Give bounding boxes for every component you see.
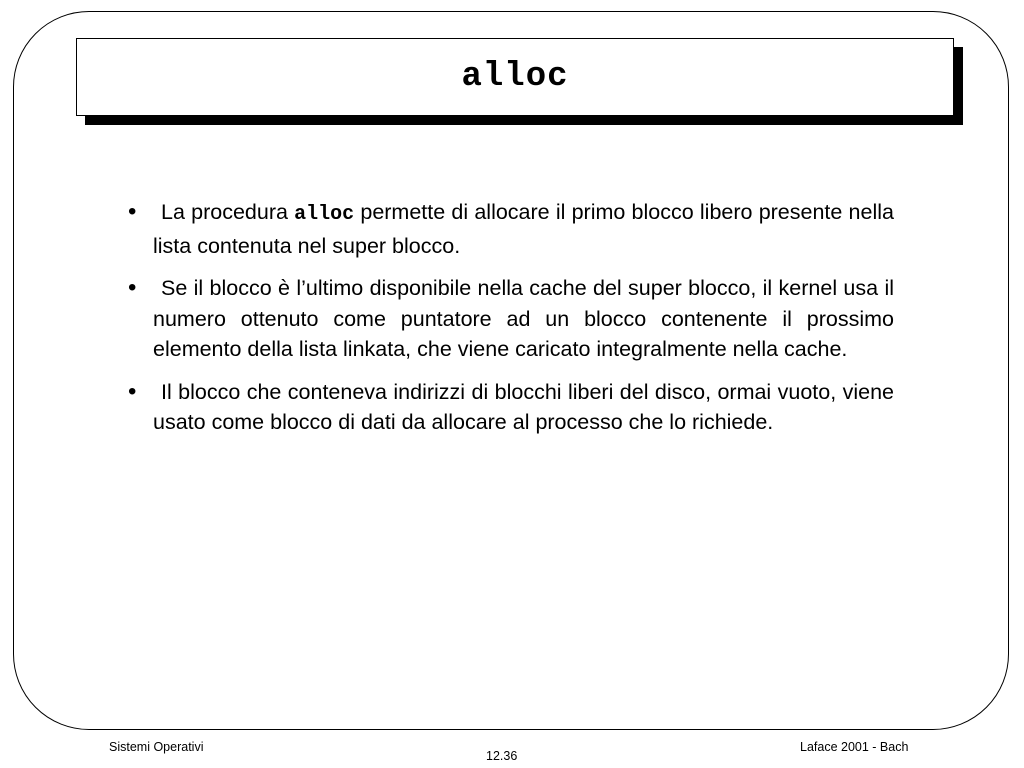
- footer-page-number: 12.36: [486, 749, 518, 763]
- bullet-item-2: [128, 273, 894, 365]
- bullet-icon: •: [128, 274, 137, 301]
- bullet-list: [128, 197, 894, 450]
- bullet-text-1: [153, 200, 894, 258]
- title-box: [76, 38, 954, 116]
- bullet-text-2: [153, 276, 894, 361]
- bullet-icon: •: [128, 198, 137, 225]
- bullet-text-segment: Se il blocco è l’ultimo disponibile nella cache del super blocco, il kernel usa il numero ottenuto come puntatore ad un blocco contenente il prossimo elemento della lista linkata, che viene caricato integralmente nella cache.: [153, 276, 894, 361]
- footer-course-name: Sistemi Operativi: [109, 740, 204, 754]
- bullet-text-segment: La procedura: [161, 200, 295, 224]
- code-term-alloc: alloc: [294, 203, 355, 226]
- bullet-text-segment: Il blocco che conteneva indirizzi di blocchi liberi del disco, ormai vuoto, viene usato come blocco di dati da allocare al processo che lo richiede.: [153, 379, 894, 434]
- bullet-icon: •: [128, 377, 137, 405]
- footer-author: Laface 2001 - Bach: [800, 740, 909, 754]
- bullet-text-segment: permette di allocare il primo blocco libero presente nella lista contenuta nel super blocco.: [153, 200, 894, 258]
- bullet-text-3: [153, 380, 894, 435]
- slide-title: alloc: [461, 58, 569, 96]
- bullet-item-1: [128, 197, 894, 261]
- bullet-item-3: [128, 377, 894, 438]
